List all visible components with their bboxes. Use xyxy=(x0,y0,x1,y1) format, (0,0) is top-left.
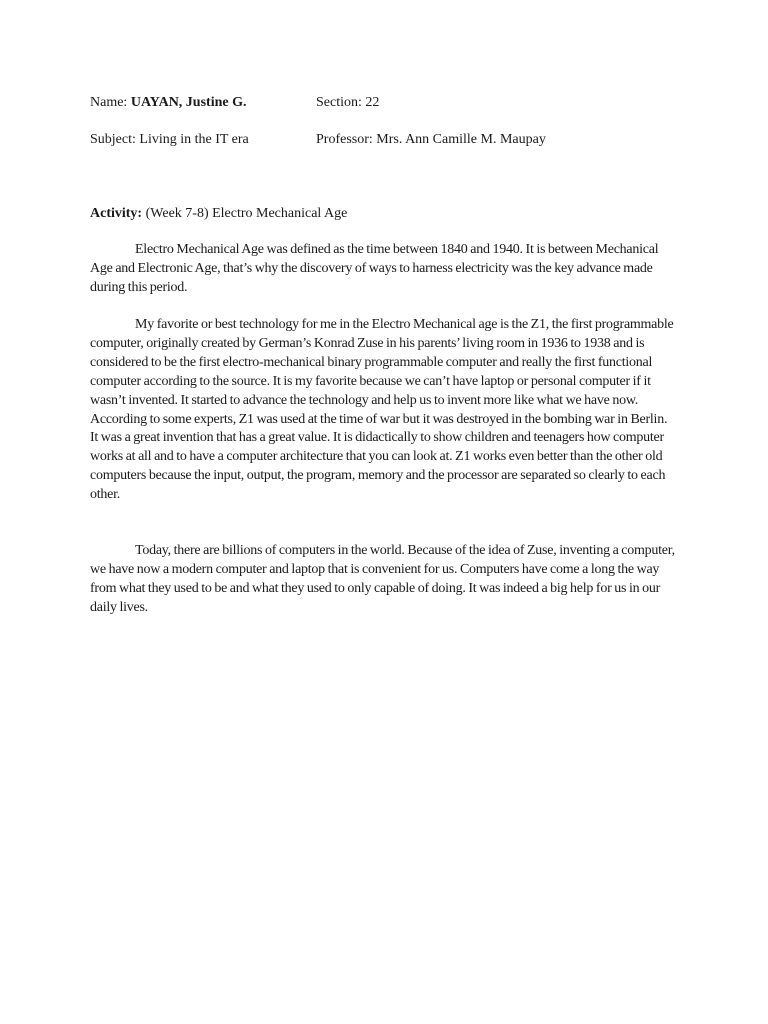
header-row-name-section xyxy=(90,93,690,113)
subject-value: Living in the IT era xyxy=(139,132,249,147)
name-label: Name: xyxy=(90,95,128,110)
activity-label: Activity: xyxy=(90,206,143,221)
body-paragraph-intro: Electro Mechanical Age was defined as the time between 1840 and 1940. It is between Mechanical Age and Electronic Age, that’s why the discovery of ways to harness electricity was the key advance made during this period. xyxy=(90,242,659,295)
name-field xyxy=(90,93,247,113)
subject-field xyxy=(90,130,249,150)
header-row-subject-professor xyxy=(90,130,690,150)
subject-label: Subject: xyxy=(90,132,136,147)
body-paragraph-conclusion: Today, there are billions of computers in the world. Because of the idea of Zuse, inventing a computer, we have now a modern computer and laptop that is convenient for us. Computers have come a long the way from what they used to be and what they used to only capable of doing. It was indeed a big help for us in our daily lives. xyxy=(90,543,675,615)
section-field xyxy=(316,93,379,113)
body-paragraph-favorite-technology: My favorite or best technology for me in the Electro Mechanical age is the Z1, the first programmable computer, originally created by German’s Konrad Zuse in his parents’ living room in 1936 to 1938 and is considered to be the first electro-mechanical binary programmable computer and really the first functional computer according to the source. It is my favorite because we can’t have laptop or personal computer if it wasn’t invented. It started to advance the technology and help us to invent more like what we have now. According to some experts, Z1 was used at the time of war but it was destroyed in the bombing war in Berlin. It was a great invention that has a great value. It is didactically to show children and teenagers how computer works at all and to have a computer architecture that you can look at. Z1 works even better than the other old computers because the input, output, the program, memory and the processor are separated so clearly to each other. xyxy=(90,317,674,503)
professor-label: Professor: xyxy=(316,132,373,147)
activity-title: (Week 7-8) Electro Mechanical Age xyxy=(145,206,348,221)
section-label: Section: xyxy=(316,95,362,110)
name-value: UAYAN, Justine G. xyxy=(130,95,247,110)
professor-value: Mrs. Ann Camille M. Maupay xyxy=(376,132,546,147)
section-value: 22 xyxy=(365,95,380,110)
professor-field xyxy=(316,130,546,150)
activity-heading xyxy=(90,204,690,224)
